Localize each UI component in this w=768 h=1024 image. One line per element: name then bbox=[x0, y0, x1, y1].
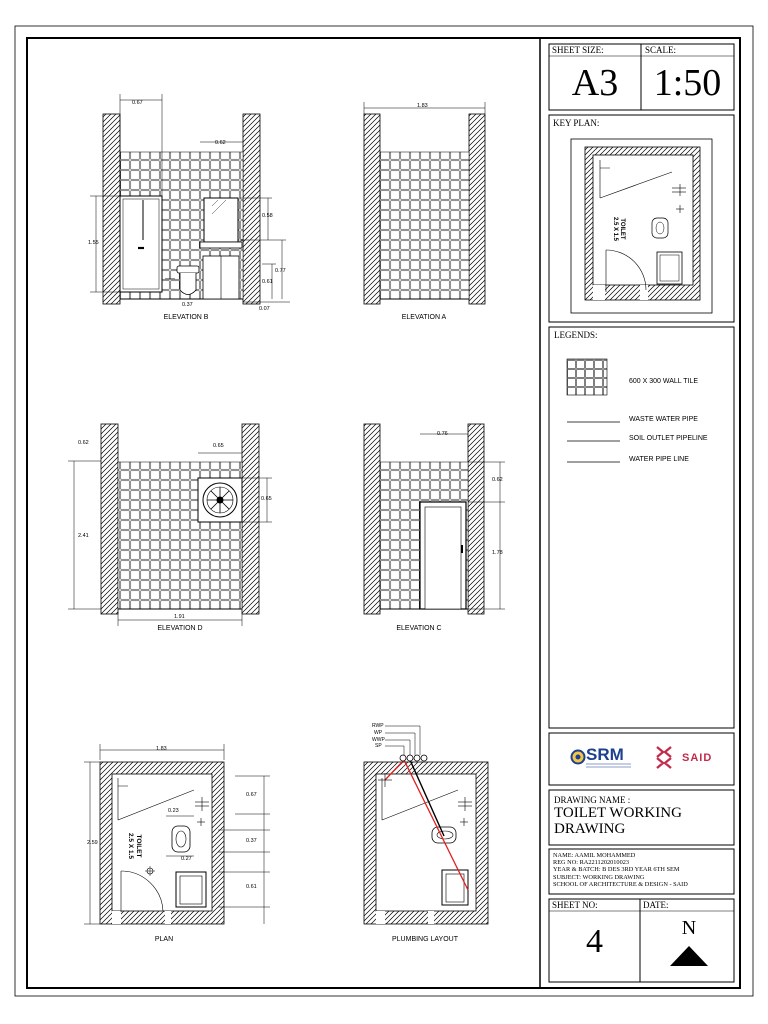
plumbing-tag-sp: SP bbox=[375, 743, 382, 749]
dim-elev-b-3: 1.55 bbox=[88, 240, 99, 246]
dim-plan-3: 0.23 bbox=[168, 808, 179, 814]
plumbing-layout bbox=[364, 726, 488, 924]
legend-waste-water-pipe: WASTE WATER PIPE bbox=[629, 416, 698, 423]
elevation-b-title: ELEVATION B bbox=[163, 314, 209, 321]
plumbing-tag-wwp: WWP bbox=[372, 737, 385, 743]
dim-elev-b-2: 0.58 bbox=[262, 213, 273, 219]
dim-plan-4: 0.37 bbox=[246, 838, 257, 844]
legend-graphics bbox=[567, 359, 620, 462]
drawing-name-line1: TOILET WORKING bbox=[554, 805, 682, 821]
dim-elev-b-5: 0.61 bbox=[262, 279, 273, 285]
plan-room-label bbox=[126, 833, 142, 859]
north-label: N bbox=[681, 917, 697, 939]
elevation-d bbox=[68, 424, 272, 626]
dim-elev-c-2: 1.78 bbox=[492, 550, 503, 556]
dim-elev-d-2: 0.65 bbox=[261, 496, 272, 502]
dim-elev-c-1: 0.62 bbox=[492, 477, 503, 483]
key-plan bbox=[571, 139, 712, 313]
legends-label: LEGENDS: bbox=[554, 330, 598, 340]
plan bbox=[84, 744, 270, 924]
scale-value: 1:50 bbox=[653, 62, 722, 104]
said-logo bbox=[657, 747, 671, 768]
elevation-c-title: ELEVATION C bbox=[396, 625, 442, 632]
dim-elev-b-1: 0.62 bbox=[215, 140, 226, 146]
sheet-no-value: 4 bbox=[586, 923, 603, 960]
dim-elev-d-1: 0.65 bbox=[213, 443, 224, 449]
info-reg-no: REG NO: RA2211202010023 bbox=[553, 859, 630, 867]
dim-plan-2: 0.67 bbox=[246, 792, 257, 798]
dim-elev-d-0: 0.62 bbox=[78, 440, 89, 446]
info-name: NAME: AAMIL MOHAMMED bbox=[553, 852, 636, 859]
scale-label: SCALE: bbox=[645, 45, 677, 55]
plumbing-tag-wp: WP bbox=[374, 730, 383, 736]
srm-logo-text: SRM bbox=[586, 745, 624, 764]
dim-elev-b-7: 0.07 bbox=[259, 306, 270, 312]
dim-elev-b-6: 0.37 bbox=[182, 302, 193, 308]
plan-room-size: 2.5 X 1.5 bbox=[127, 832, 135, 860]
elevation-c bbox=[364, 424, 505, 614]
dim-plan-6: 0.61 bbox=[246, 884, 257, 890]
dim-plan-0: 1.83 bbox=[156, 746, 167, 752]
dim-elev-d-4: 1.91 bbox=[174, 614, 185, 620]
key-plan-room-size: 2.5 X 1.5 bbox=[612, 216, 619, 242]
student-info bbox=[553, 852, 688, 888]
sheet-size-label: SHEET SIZE: bbox=[552, 45, 604, 55]
plan-title: PLAN bbox=[154, 936, 174, 943]
sheet-no-label: SHEET NO: bbox=[552, 900, 598, 910]
key-plan-label: KEY PLAN: bbox=[553, 118, 600, 128]
key-plan-room-label bbox=[611, 217, 625, 241]
legend-wall-tile: 600 X 300 WALL TILE bbox=[629, 378, 699, 385]
north-arrow bbox=[670, 946, 708, 966]
info-year-batch: YEAR & BATCH: B DES 3RD YEAR 6TH SEM bbox=[553, 866, 680, 874]
dim-plan-1: 2.59 bbox=[87, 840, 98, 846]
dim-elev-b-0: 0.67 bbox=[132, 100, 143, 106]
said-logo-text: SAID bbox=[682, 752, 713, 764]
dim-elev-c-0: 0.76 bbox=[437, 431, 448, 437]
elevation-a-title: ELEVATION A bbox=[401, 314, 447, 321]
plumbing-tag-rwp: RWP bbox=[372, 723, 384, 729]
dim-elev-d-3: 2.41 bbox=[78, 533, 89, 539]
date-label: DATE: bbox=[643, 900, 669, 910]
drawing-name-line2: DRAWING bbox=[554, 821, 626, 837]
elevation-b bbox=[90, 94, 290, 304]
plumbing-layout-title: PLUMBING LAYOUT bbox=[392, 936, 458, 943]
dim-plan-5: 0.27 bbox=[181, 856, 192, 862]
info-subject: SUBJECT: WORKING DRAWING bbox=[553, 873, 645, 881]
info-school: SCHOOL OF ARCHITECTURE & DESIGN - SAID bbox=[553, 880, 688, 888]
dim-elev-a-0: 1.83 bbox=[417, 103, 428, 109]
sheet-size-value: A3 bbox=[571, 62, 619, 104]
dim-elev-b-4: 0.77 bbox=[275, 268, 286, 274]
legend-water-pipe-line: WATER PIPE LINE bbox=[629, 456, 689, 463]
elevation-d-title: ELEVATION D bbox=[157, 625, 203, 632]
key-plan-room-name: TOILET bbox=[619, 218, 626, 240]
drawing-name-label: DRAWING NAME : bbox=[554, 795, 631, 805]
legend-soil-outlet-pipeline: SOIL OUTLET PIPELINE bbox=[629, 435, 708, 442]
plan-room-name: TOILET bbox=[135, 834, 143, 858]
elevation-a bbox=[364, 102, 485, 304]
